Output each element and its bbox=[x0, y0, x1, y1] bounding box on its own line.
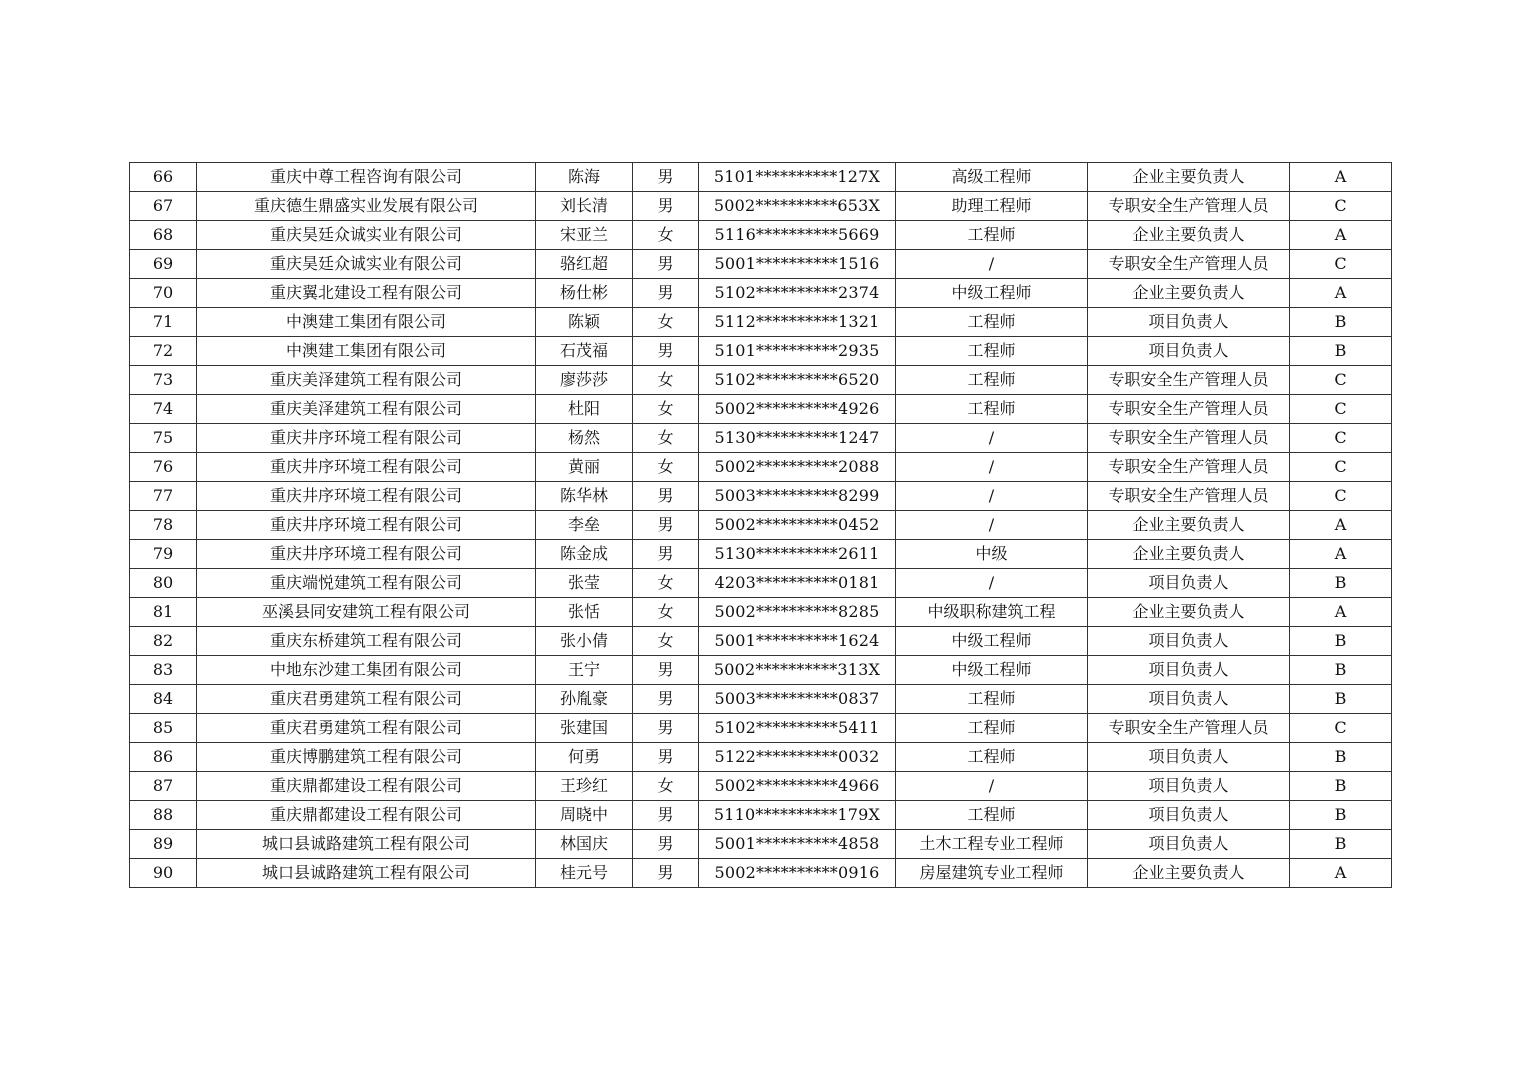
cell-company: 重庆井序环境工程有限公司 bbox=[197, 482, 536, 511]
cell-person-name: 陈颖 bbox=[536, 308, 633, 337]
table-row bbox=[130, 540, 1392, 569]
cell-category: A bbox=[1290, 859, 1392, 888]
personnel-table bbox=[129, 162, 1392, 888]
cell-position: 专职安全生产管理人员 bbox=[1088, 482, 1290, 511]
cell-id-number: 5001**********1516 bbox=[699, 250, 896, 279]
cell-company: 重庆美泽建筑工程有限公司 bbox=[197, 366, 536, 395]
cell-position: 专职安全生产管理人员 bbox=[1088, 714, 1290, 743]
cell-gender: 女 bbox=[633, 366, 699, 395]
cell-company: 重庆君勇建筑工程有限公司 bbox=[197, 714, 536, 743]
cell-id-number: 5110**********179X bbox=[699, 801, 896, 830]
cell-professional-title: 中级工程师 bbox=[896, 279, 1088, 308]
cell-category: C bbox=[1290, 714, 1392, 743]
cell-company: 中地东沙建工集团有限公司 bbox=[197, 656, 536, 685]
cell-serial-number: 66 bbox=[130, 163, 197, 192]
cell-category: B bbox=[1290, 627, 1392, 656]
cell-company: 重庆端悦建筑工程有限公司 bbox=[197, 569, 536, 598]
cell-gender: 女 bbox=[633, 308, 699, 337]
cell-id-number: 5102**********5411 bbox=[699, 714, 896, 743]
cell-company: 重庆德生鼎盛实业发展有限公司 bbox=[197, 192, 536, 221]
cell-professional-title: 中级职称建筑工程 bbox=[896, 598, 1088, 627]
cell-gender: 女 bbox=[633, 221, 699, 250]
cell-serial-number: 71 bbox=[130, 308, 197, 337]
cell-person-name: 张建国 bbox=[536, 714, 633, 743]
cell-serial-number: 69 bbox=[130, 250, 197, 279]
cell-position: 企业主要负责人 bbox=[1088, 598, 1290, 627]
cell-company: 重庆中尊工程咨询有限公司 bbox=[197, 163, 536, 192]
cell-company: 重庆井序环境工程有限公司 bbox=[197, 540, 536, 569]
cell-professional-title: 工程师 bbox=[896, 685, 1088, 714]
cell-professional-title: / bbox=[896, 772, 1088, 801]
cell-company: 重庆东桥建筑工程有限公司 bbox=[197, 627, 536, 656]
cell-id-number: 5002**********0452 bbox=[699, 511, 896, 540]
cell-serial-number: 67 bbox=[130, 192, 197, 221]
cell-position: 项目负责人 bbox=[1088, 743, 1290, 772]
table-row bbox=[130, 395, 1392, 424]
cell-category: C bbox=[1290, 453, 1392, 482]
cell-gender: 男 bbox=[633, 801, 699, 830]
cell-person-name: 王珍红 bbox=[536, 772, 633, 801]
cell-gender: 男 bbox=[633, 250, 699, 279]
cell-id-number: 5102**********2374 bbox=[699, 279, 896, 308]
cell-person-name: 何勇 bbox=[536, 743, 633, 772]
cell-position: 项目负责人 bbox=[1088, 772, 1290, 801]
cell-person-name: 黄丽 bbox=[536, 453, 633, 482]
cell-gender: 男 bbox=[633, 714, 699, 743]
cell-gender: 女 bbox=[633, 627, 699, 656]
cell-professional-title: / bbox=[896, 250, 1088, 279]
cell-person-name: 张莹 bbox=[536, 569, 633, 598]
cell-category: B bbox=[1290, 308, 1392, 337]
cell-company: 重庆鼎都建设工程有限公司 bbox=[197, 801, 536, 830]
cell-id-number: 5102**********6520 bbox=[699, 366, 896, 395]
cell-serial-number: 90 bbox=[130, 859, 197, 888]
cell-company: 中澳建工集团有限公司 bbox=[197, 337, 536, 366]
cell-company: 重庆井序环境工程有限公司 bbox=[197, 511, 536, 540]
cell-serial-number: 88 bbox=[130, 801, 197, 830]
personnel-table-body bbox=[130, 163, 1392, 888]
cell-serial-number: 89 bbox=[130, 830, 197, 859]
cell-category: B bbox=[1290, 830, 1392, 859]
cell-id-number: 5112**********1321 bbox=[699, 308, 896, 337]
cell-position: 项目负责人 bbox=[1088, 801, 1290, 830]
cell-serial-number: 73 bbox=[130, 366, 197, 395]
cell-company: 重庆美泽建筑工程有限公司 bbox=[197, 395, 536, 424]
cell-category: B bbox=[1290, 685, 1392, 714]
table-row bbox=[130, 772, 1392, 801]
cell-id-number: 5001**********1624 bbox=[699, 627, 896, 656]
cell-professional-title: / bbox=[896, 453, 1088, 482]
cell-company: 巫溪县同安建筑工程有限公司 bbox=[197, 598, 536, 627]
cell-id-number: 5101**********2935 bbox=[699, 337, 896, 366]
cell-gender: 男 bbox=[633, 830, 699, 859]
cell-id-number: 5116**********5669 bbox=[699, 221, 896, 250]
cell-serial-number: 84 bbox=[130, 685, 197, 714]
cell-id-number: 5122**********0032 bbox=[699, 743, 896, 772]
cell-professional-title: 工程师 bbox=[896, 366, 1088, 395]
cell-id-number: 5003**********0837 bbox=[699, 685, 896, 714]
table-row bbox=[130, 569, 1392, 598]
cell-serial-number: 83 bbox=[130, 656, 197, 685]
cell-category: C bbox=[1290, 250, 1392, 279]
cell-person-name: 杜阳 bbox=[536, 395, 633, 424]
table-row bbox=[130, 192, 1392, 221]
cell-gender: 男 bbox=[633, 685, 699, 714]
cell-company: 重庆君勇建筑工程有限公司 bbox=[197, 685, 536, 714]
cell-professional-title: / bbox=[896, 511, 1088, 540]
cell-professional-title: / bbox=[896, 482, 1088, 511]
cell-position: 企业主要负责人 bbox=[1088, 221, 1290, 250]
cell-gender: 男 bbox=[633, 540, 699, 569]
cell-serial-number: 87 bbox=[130, 772, 197, 801]
cell-serial-number: 82 bbox=[130, 627, 197, 656]
table-row bbox=[130, 656, 1392, 685]
cell-professional-title: 工程师 bbox=[896, 308, 1088, 337]
cell-position: 项目负责人 bbox=[1088, 337, 1290, 366]
cell-person-name: 廖莎莎 bbox=[536, 366, 633, 395]
cell-gender: 女 bbox=[633, 598, 699, 627]
cell-serial-number: 85 bbox=[130, 714, 197, 743]
table-row bbox=[130, 743, 1392, 772]
table-row bbox=[130, 714, 1392, 743]
cell-position: 项目负责人 bbox=[1088, 627, 1290, 656]
table-row bbox=[130, 337, 1392, 366]
cell-professional-title: 工程师 bbox=[896, 221, 1088, 250]
table-row bbox=[130, 830, 1392, 859]
cell-gender: 女 bbox=[633, 395, 699, 424]
cell-gender: 女 bbox=[633, 772, 699, 801]
cell-serial-number: 77 bbox=[130, 482, 197, 511]
cell-gender: 男 bbox=[633, 337, 699, 366]
cell-person-name: 孙胤豪 bbox=[536, 685, 633, 714]
cell-person-name: 杨仕彬 bbox=[536, 279, 633, 308]
cell-category: A bbox=[1290, 221, 1392, 250]
cell-category: C bbox=[1290, 482, 1392, 511]
cell-id-number: 5101**********127X bbox=[699, 163, 896, 192]
cell-company: 重庆昊廷众诚实业有限公司 bbox=[197, 250, 536, 279]
cell-company: 中澳建工集团有限公司 bbox=[197, 308, 536, 337]
cell-id-number: 5002**********653X bbox=[699, 192, 896, 221]
cell-serial-number: 74 bbox=[130, 395, 197, 424]
cell-category: B bbox=[1290, 801, 1392, 830]
cell-professional-title: / bbox=[896, 424, 1088, 453]
cell-gender: 女 bbox=[633, 569, 699, 598]
cell-position: 专职安全生产管理人员 bbox=[1088, 453, 1290, 482]
table-row bbox=[130, 453, 1392, 482]
cell-company: 重庆井序环境工程有限公司 bbox=[197, 424, 536, 453]
cell-gender: 女 bbox=[633, 424, 699, 453]
cell-person-name: 宋亚兰 bbox=[536, 221, 633, 250]
cell-company: 城口县诚路建筑工程有限公司 bbox=[197, 830, 536, 859]
cell-serial-number: 79 bbox=[130, 540, 197, 569]
cell-gender: 男 bbox=[633, 192, 699, 221]
table-row bbox=[130, 685, 1392, 714]
cell-position: 项目负责人 bbox=[1088, 308, 1290, 337]
table-row bbox=[130, 482, 1392, 511]
cell-category: A bbox=[1290, 598, 1392, 627]
table-row bbox=[130, 308, 1392, 337]
cell-company: 重庆博鹏建筑工程有限公司 bbox=[197, 743, 536, 772]
cell-gender: 男 bbox=[633, 482, 699, 511]
cell-id-number: 5130**********2611 bbox=[699, 540, 896, 569]
cell-id-number: 5130**********1247 bbox=[699, 424, 896, 453]
cell-company: 重庆井序环境工程有限公司 bbox=[197, 453, 536, 482]
cell-serial-number: 86 bbox=[130, 743, 197, 772]
cell-gender: 女 bbox=[633, 453, 699, 482]
cell-person-name: 张恬 bbox=[536, 598, 633, 627]
cell-person-name: 石茂福 bbox=[536, 337, 633, 366]
cell-position: 专职安全生产管理人员 bbox=[1088, 395, 1290, 424]
cell-professional-title: 房屋建筑专业工程师 bbox=[896, 859, 1088, 888]
cell-person-name: 杨然 bbox=[536, 424, 633, 453]
cell-category: B bbox=[1290, 772, 1392, 801]
table-row bbox=[130, 598, 1392, 627]
cell-category: C bbox=[1290, 192, 1392, 221]
cell-serial-number: 80 bbox=[130, 569, 197, 598]
cell-professional-title: 工程师 bbox=[896, 337, 1088, 366]
cell-person-name: 王宁 bbox=[536, 656, 633, 685]
cell-position: 专职安全生产管理人员 bbox=[1088, 424, 1290, 453]
table-row bbox=[130, 250, 1392, 279]
cell-serial-number: 78 bbox=[130, 511, 197, 540]
cell-serial-number: 70 bbox=[130, 279, 197, 308]
cell-category: A bbox=[1290, 279, 1392, 308]
cell-gender: 男 bbox=[633, 859, 699, 888]
cell-gender: 男 bbox=[633, 511, 699, 540]
cell-category: C bbox=[1290, 395, 1392, 424]
cell-position: 专职安全生产管理人员 bbox=[1088, 192, 1290, 221]
cell-id-number: 5002**********4966 bbox=[699, 772, 896, 801]
cell-position: 专职安全生产管理人员 bbox=[1088, 366, 1290, 395]
cell-person-name: 林国庆 bbox=[536, 830, 633, 859]
cell-serial-number: 75 bbox=[130, 424, 197, 453]
cell-person-name: 周晓中 bbox=[536, 801, 633, 830]
cell-category: B bbox=[1290, 569, 1392, 598]
cell-professional-title: 中级 bbox=[896, 540, 1088, 569]
table-row bbox=[130, 279, 1392, 308]
cell-person-name: 陈金成 bbox=[536, 540, 633, 569]
cell-id-number: 5002**********4926 bbox=[699, 395, 896, 424]
table-row bbox=[130, 163, 1392, 192]
cell-category: B bbox=[1290, 337, 1392, 366]
cell-person-name: 刘长清 bbox=[536, 192, 633, 221]
cell-id-number: 5002**********0916 bbox=[699, 859, 896, 888]
cell-professional-title: 工程师 bbox=[896, 801, 1088, 830]
cell-gender: 男 bbox=[633, 743, 699, 772]
cell-category: A bbox=[1290, 511, 1392, 540]
cell-position: 企业主要负责人 bbox=[1088, 859, 1290, 888]
cell-id-number: 5002**********8285 bbox=[699, 598, 896, 627]
cell-position: 项目负责人 bbox=[1088, 685, 1290, 714]
cell-id-number: 5003**********8299 bbox=[699, 482, 896, 511]
cell-id-number: 4203**********0181 bbox=[699, 569, 896, 598]
cell-person-name: 陈海 bbox=[536, 163, 633, 192]
cell-professional-title: / bbox=[896, 569, 1088, 598]
cell-position: 项目负责人 bbox=[1088, 569, 1290, 598]
cell-professional-title: 工程师 bbox=[896, 395, 1088, 424]
table-row bbox=[130, 859, 1392, 888]
cell-category: A bbox=[1290, 540, 1392, 569]
cell-professional-title: 土木工程专业工程师 bbox=[896, 830, 1088, 859]
table-row bbox=[130, 221, 1392, 250]
cell-category: C bbox=[1290, 366, 1392, 395]
cell-position: 专职安全生产管理人员 bbox=[1088, 250, 1290, 279]
cell-category: B bbox=[1290, 743, 1392, 772]
cell-person-name: 桂元号 bbox=[536, 859, 633, 888]
cell-professional-title: 工程师 bbox=[896, 743, 1088, 772]
cell-gender: 男 bbox=[633, 163, 699, 192]
table-row bbox=[130, 366, 1392, 395]
cell-position: 企业主要负责人 bbox=[1088, 163, 1290, 192]
cell-professional-title: 工程师 bbox=[896, 714, 1088, 743]
table-row bbox=[130, 511, 1392, 540]
cell-position: 企业主要负责人 bbox=[1088, 540, 1290, 569]
cell-serial-number: 68 bbox=[130, 221, 197, 250]
cell-category: A bbox=[1290, 163, 1392, 192]
cell-serial-number: 76 bbox=[130, 453, 197, 482]
cell-id-number: 5001**********4858 bbox=[699, 830, 896, 859]
cell-serial-number: 81 bbox=[130, 598, 197, 627]
cell-serial-number: 72 bbox=[130, 337, 197, 366]
cell-position: 项目负责人 bbox=[1088, 830, 1290, 859]
cell-person-name: 李垒 bbox=[536, 511, 633, 540]
cell-position: 企业主要负责人 bbox=[1088, 511, 1290, 540]
cell-id-number: 5002**********313X bbox=[699, 656, 896, 685]
cell-person-name: 陈华林 bbox=[536, 482, 633, 511]
cell-id-number: 5002**********2088 bbox=[699, 453, 896, 482]
cell-person-name: 骆红超 bbox=[536, 250, 633, 279]
cell-person-name: 张小倩 bbox=[536, 627, 633, 656]
cell-gender: 男 bbox=[633, 656, 699, 685]
cell-position: 企业主要负责人 bbox=[1088, 279, 1290, 308]
cell-category: B bbox=[1290, 656, 1392, 685]
cell-position: 项目负责人 bbox=[1088, 656, 1290, 685]
cell-category: C bbox=[1290, 424, 1392, 453]
cell-company: 重庆鼎都建设工程有限公司 bbox=[197, 772, 536, 801]
cell-professional-title: 高级工程师 bbox=[896, 163, 1088, 192]
cell-company: 重庆昊廷众诚实业有限公司 bbox=[197, 221, 536, 250]
cell-company: 重庆翼北建设工程有限公司 bbox=[197, 279, 536, 308]
cell-professional-title: 中级工程师 bbox=[896, 656, 1088, 685]
cell-company: 城口县诚路建筑工程有限公司 bbox=[197, 859, 536, 888]
table-row bbox=[130, 801, 1392, 830]
cell-gender: 男 bbox=[633, 279, 699, 308]
table-row bbox=[130, 627, 1392, 656]
table-row bbox=[130, 424, 1392, 453]
cell-professional-title: 中级工程师 bbox=[896, 627, 1088, 656]
cell-professional-title: 助理工程师 bbox=[896, 192, 1088, 221]
